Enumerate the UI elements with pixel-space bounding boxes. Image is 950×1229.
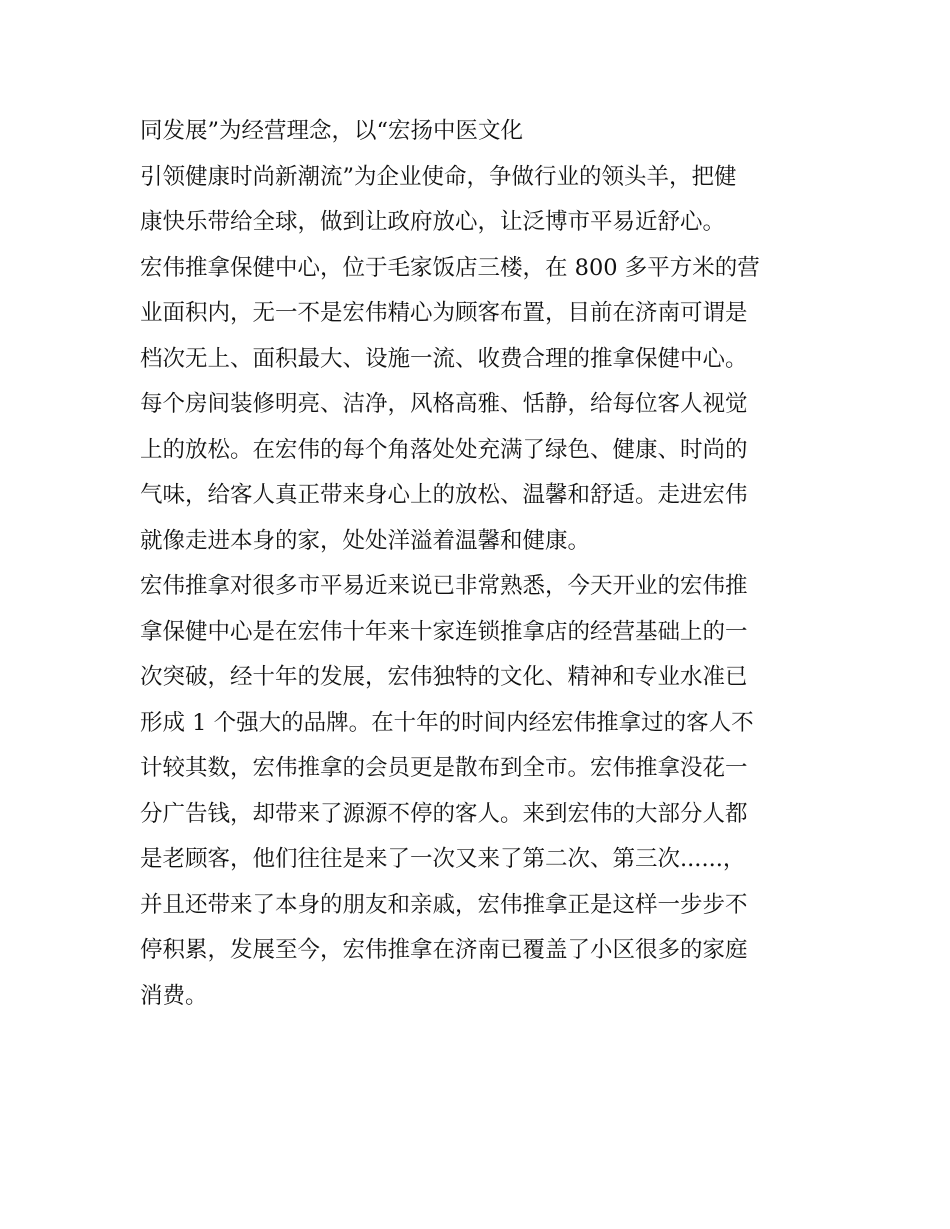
body-text [140,111,820,1021]
text-line: 形成 1 个强大的品牌。在十年的时间内经宏伟推拿过的客人不 [140,709,754,736]
text-line: 是老顾客，他们往往是来了一次又来了第二次、第三次......， [140,846,746,872]
text-line: 档次无上、面积最大、设施一流、收费合理的推拿保健中心。 [140,345,748,372]
text-line: 计较其数，宏伟推拿的会员更是散布到全市。宏伟推拿没花一 [140,755,748,781]
text-line: 宏伟推拿对很多市平易近来说已非常熟悉，今天开业的宏伟推 [140,573,748,599]
text-line: 拿保健中心是在宏伟十年来十家连锁推拿店的经营基础上的一 [140,618,748,645]
text-line: 康快乐带给全球，做到让政府放心，让泛博市平易近舒心。 [140,209,726,235]
text-line: 引领健康时尚新潮流”为企业使命，争做行业的领头羊，把健 [140,163,737,190]
text-line: 上的放松。在宏伟的每个角落处处充满了绿色、健康、时尚的 [140,436,748,463]
text-line: 就像走进本身的家，处处洋溢着温馨和健康。 [140,527,591,554]
text-line: 分广告钱，却带来了源源不停的客人。来到宏伟的大部分人都 [140,800,748,827]
text-line: 气味，给客人真正带来身心上的放松、温馨和舒适。走进宏伟 [140,482,748,508]
text-line: 消费。 [140,982,208,1009]
text-line: 宏伟推拿保健中心，位于毛家饭店三楼，在 800 多平方米的营 [140,254,760,281]
text-line: 并且还带来了本身的朋友和亲戚，宏伟推拿正是这样一步步不 [140,891,748,918]
text-line: 业面积内，无一不是宏伟精心为顾客布置，目前在济南可谓是 [140,300,748,326]
text-line: 次突破，经十年的发展，宏伟独特的文化、精神和专业水准已 [140,664,748,690]
text-line: 停积累，发展至今，宏伟推拿在济南已覆盖了小区很多的家庭 [140,937,748,963]
text-line: 每个房间装修明亮、洁净，风格高雅、恬静，给每位客人视觉 [140,391,748,417]
text-line: 同发展”为经营理念，以“宏扬中医文化 [140,118,524,144]
